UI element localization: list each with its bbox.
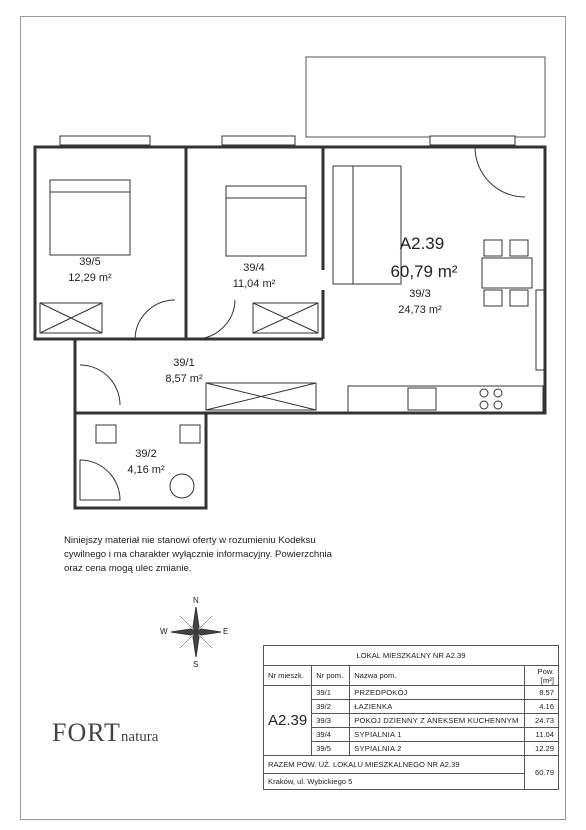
- legend-title: LOKAL MIESZKALNY NR A2.39: [264, 646, 559, 666]
- room-area: 24,73 m²: [398, 304, 442, 316]
- room-area: 11,04 m²: [232, 278, 276, 290]
- room-area: 4,16 m²: [127, 464, 165, 476]
- sink: [96, 425, 116, 443]
- row-room-no: 39/1: [312, 686, 350, 700]
- dining-table: [482, 258, 532, 288]
- window-living: [430, 136, 515, 145]
- row-room-area: 4.16: [525, 700, 559, 714]
- row-room-area: 8.57: [525, 686, 559, 700]
- kitchen-counter: [348, 386, 543, 412]
- bed-bedroom1: [226, 186, 306, 256]
- header-room-no: Nr pom.: [312, 666, 350, 686]
- bed-bedroom2: [50, 180, 130, 255]
- row-room-name: POKÓJ DZIENNY Z ANEKSEM KUCHENNYM: [350, 714, 525, 728]
- header-area: Pow. [m²]: [525, 666, 559, 686]
- row-room-area: 11.04: [525, 728, 559, 742]
- legend-address: Kraków, ul. Wybickiego 5: [264, 774, 525, 790]
- room-number: 39/1: [173, 357, 195, 369]
- row-room-no: 39/3: [312, 714, 350, 728]
- row-room-name: ŁAZIENKA: [350, 700, 525, 714]
- legend-total-value: 60.79: [525, 756, 559, 790]
- row-room-area: 24.73: [525, 714, 559, 728]
- fortnatura-logo: [52, 718, 158, 748]
- row-room-name: SYPIALNIA 1: [350, 728, 525, 742]
- compass-rose: [171, 607, 221, 657]
- disclaimer-text: Niniejszy materiał nie stanowi oferty w rozumieniu Kodeksu cywilnego i ma charakter wyłącznie informacyjny. Powierzchnia oraz cena mogą ulec zmianie.: [64, 535, 333, 574]
- row-room-no: 39/5: [312, 742, 350, 756]
- toilet: [170, 474, 194, 498]
- compass-n: N: [193, 596, 199, 605]
- room-legend-table: [263, 645, 559, 790]
- row-room-no: 39/2: [312, 700, 350, 714]
- row-room-no: 39/4: [312, 728, 350, 742]
- header-unit-no: Nr mieszk.: [264, 666, 312, 686]
- apartment-total-area: 60,79 m²: [390, 262, 458, 281]
- outer-walls: [35, 147, 545, 508]
- row-room-area: 12.29: [525, 742, 559, 756]
- logo-part1: FORT: [52, 718, 121, 747]
- row-room-name: PRZEDPOKÓJ: [350, 686, 525, 700]
- room-number: 39/3: [409, 288, 431, 300]
- compass-w: W: [160, 627, 168, 636]
- logo-part2: natura: [120, 729, 159, 745]
- balcony: [306, 57, 545, 137]
- window-bedroom2: [60, 136, 150, 145]
- apartment-code: A2.39: [399, 234, 445, 253]
- header-room-name: Nazwa pom.: [350, 666, 525, 686]
- compass-e: E: [223, 627, 229, 636]
- window-bedroom1: [222, 136, 295, 145]
- room-number: 39/5: [79, 256, 101, 268]
- compass-s: S: [193, 660, 199, 669]
- window-right: [536, 290, 544, 370]
- room-number: 39/2: [135, 448, 157, 460]
- legend-unit: A2.39: [264, 686, 312, 756]
- room-area: 12,29 m²: [68, 272, 112, 284]
- room-number: 39/4: [243, 262, 265, 274]
- row-room-name: SYPIALNIA 2: [350, 742, 525, 756]
- legend-total-label: RAZEM POW. UŻ. LOKALU MIESZKALNEGO NR A2.39: [264, 756, 525, 774]
- room-area: 8,57 m²: [165, 373, 203, 385]
